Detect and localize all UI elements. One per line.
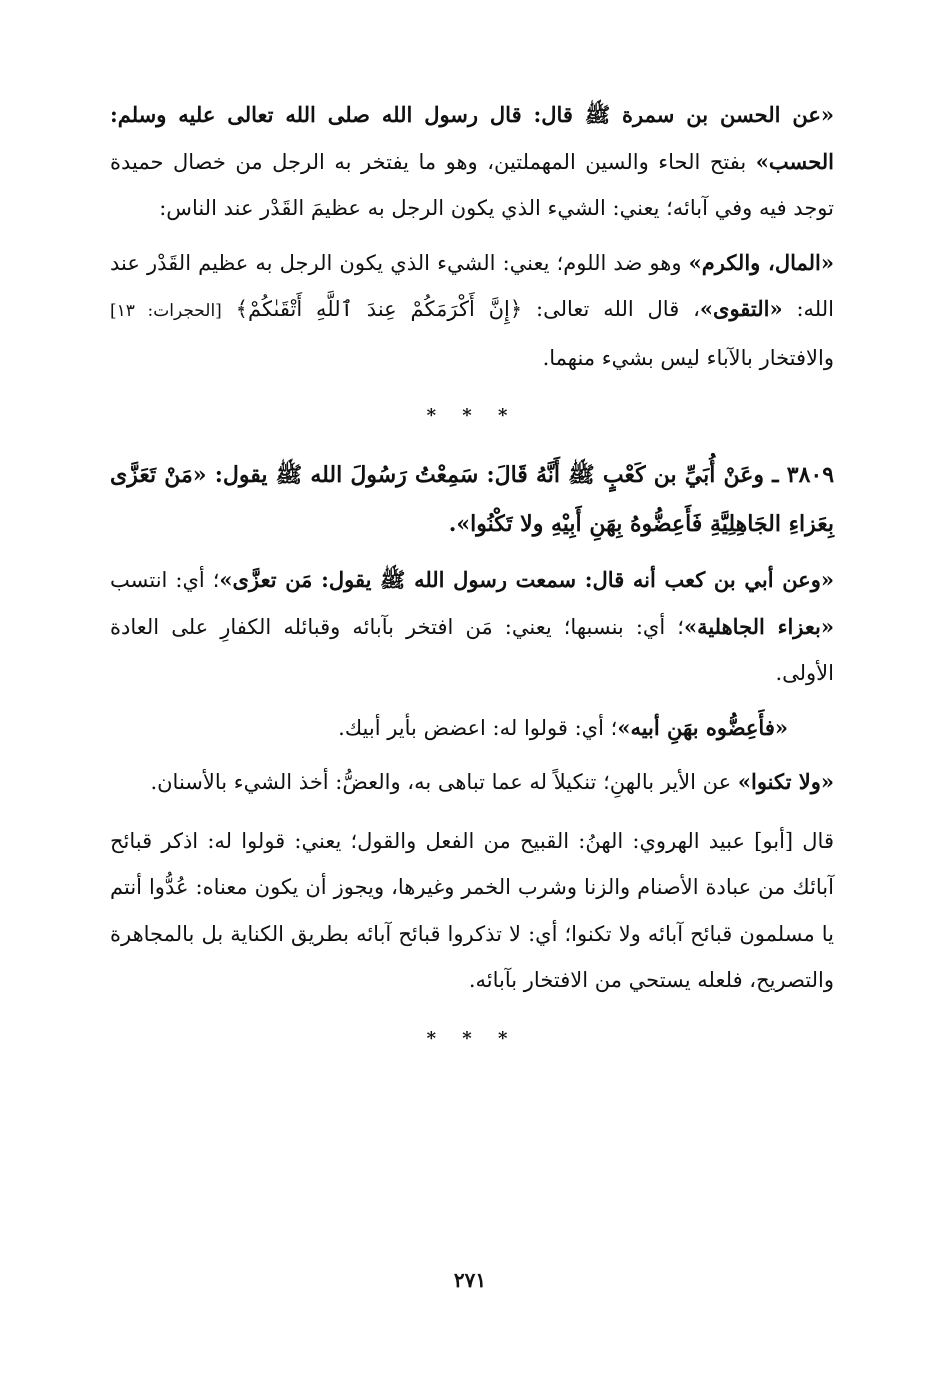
hadith-block — [110, 451, 834, 549]
bold-quote: «بعزاء الجاهلية» — [683, 613, 834, 639]
paragraph-text: ، قال الله تعالى: ﴿إِنَّ أَكْرَمَكُمْ عِندَ ٱللَّهِ أَتْقَىٰكُمْ﴾ — [221, 297, 700, 321]
section-separator: * * * — [426, 1027, 518, 1049]
paragraph-text: ؛ أي: قولوا له: اعضض بأير أبيك. — [338, 715, 618, 740]
section-separator: * * * — [426, 405, 518, 426]
page-number: ٢٧١ — [453, 1268, 487, 1292]
paragraph — [110, 705, 834, 752]
paragraph-text: ؛ أي: انتسب — [110, 568, 220, 592]
paragraph-text: والافتخار بالآباء ليس بشيء منهما. — [542, 345, 834, 370]
hadith-number-line: ٣٨٠٩ ـ وعَنْ أُبَيِّ بن كَعْبٍ ﷺ أَنَّهُ قَالَ: سَمِعْتُ رَسُولَ الله ﷺ يقول: — [214, 462, 835, 488]
paragraph-text: ؛ أي: بنسبها؛ يعني: مَن افتخر بآبائه وقبائله الكفارِ على العادة الأولى. — [110, 614, 834, 685]
bold-quote: «وعن أبي بن كعب أنه قال: سمعت رسول الله ﷺ يقول: مَن تعزَّى» — [219, 567, 834, 592]
paragraph — [110, 92, 834, 232]
quran-reference: [الحجرات: ١٣] — [110, 301, 222, 321]
paragraph-text: وهو ضد اللوم؛ يعني: الشيء الذي يكون الرجل به عظيم القَدْر عند الله: — [110, 250, 834, 321]
bold-quote: «ولا تكنوا» — [737, 769, 834, 794]
paragraph-text: عن الأير بالهنِ؛ تنكيلاً له عما تباهى به، والعضُّ: أخذ الشيء بالأسنان. — [150, 770, 738, 794]
paragraph — [110, 818, 834, 1004]
paragraph — [110, 557, 834, 697]
paragraph — [110, 240, 834, 382]
paragraph-text: قال [أبو] عبيد الهروي: الهنُ: القبيح من الفعل والقول؛ يعني: قولوا له: اذكر قبائح آبائك من عبادة الأصنام والزنا وشرب الخمر وغيرها، ويجوز أن يكون معناه: عُدُّوا أنتم يا مسلمون قبائح آبائه ولا تكنوا؛ أي: لا تذكروا قبائح آبائه بطريق الكناية بل بالمجاهرة والتصريح، فلعله يستحي من الافتخار بآبائه. — [110, 828, 835, 992]
bold-quote: «المال، والكرم» — [688, 249, 834, 275]
hadith-quote: «مَنْ تَعَزَّى بِعَزاءِ الجَاهِلِيَّةِ فَأَعِضُّوهُ بِهَنِ أَبِيْهِ ولا تَكْنُوا». — [110, 462, 834, 537]
bold-quote: «التقوى» — [699, 296, 783, 321]
hadith-text — [110, 451, 834, 549]
bold-quote: «عن الحسن بن سمرة ﷺ قال: قال رسول الله صلى الله تعالى عليه وسلم: الحسب» — [110, 102, 834, 174]
paragraph-text: بفتح الحاء والسين المهملتين، وهو ما يفتخر به الرجل من خصال حميدة توجد فيه وفي آبائه؛ يعني: الشيء الذي يكون الرجل به عظيمَ القَدْر عند الناس: — [110, 149, 834, 220]
page-body — [110, 92, 834, 1062]
paragraph — [110, 759, 834, 806]
bold-quote: «فأَعِضُّوه بهَنِ أبيه» — [617, 714, 788, 740]
